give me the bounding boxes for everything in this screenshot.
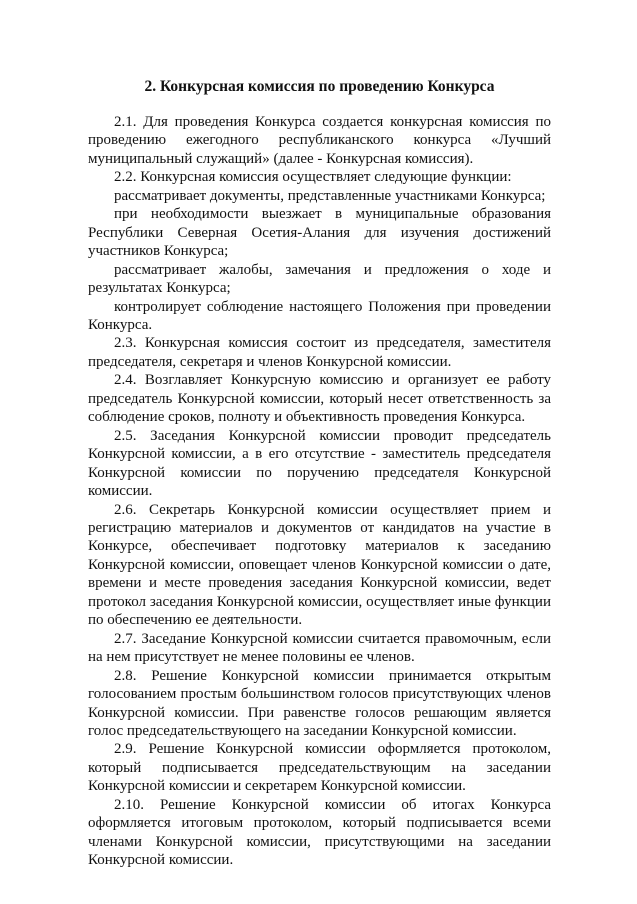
paragraph-2-4: 2.4. Возглавляет Конкурсную комиссию и организует ее работу председатель Конкурсной комиссии, который несет ответственность за соблюдение сроков, полноту и объективность проведения Конкурса. — [88, 372, 551, 426]
paragraph-2-5: 2.5. Заседания Конкурсной комиссии проводит председатель Конкурсной комиссии, а в его отсутствие - заместитель председателя Конкурсной комиссии по поручению председателя Конкурсной комиссии. — [88, 427, 551, 500]
paragraph-2-6: 2.6. Секретарь Конкурсной комиссии осуществляет прием и регистрацию материалов и документов от кандидатов на участие в Конкурсе, обеспечивает подготовку материалов к заседанию Конкурсной комиссии, оповещает членов Конкурсной комиссии о дате, времени и месте проведения заседания Конкурсной комиссии, ведет протокол заседания Конкурсной комиссии, осуществляет иные функции по обеспечению ее деятельности. — [88, 501, 551, 629]
paragraph-2-1: 2.1. Для проведения Конкурса создается конкурсная комиссия по проведению ежегодного республиканского конкурса «Лучший муниципальный служащий» (далее - Конкурсная комиссия). — [88, 114, 551, 167]
function-review-documents: рассматривает документы, представленные участниками Конкурса; — [114, 187, 546, 204]
paragraph-2-2: 2.2. Конкурсная комиссия осуществляет следующие функции: — [114, 169, 512, 186]
paragraph-2-10: 2.10. Решение Конкурсной комиссии об итогах Конкурса оформляется итоговым протоколом, который подписывается всеми членами Конкурсной комиссии, присутствующими на заседании Конкурсной комиссии. — [88, 796, 551, 869]
paragraph-2-8: 2.8. Решение Конкурсной комиссии принимается открытым голосованием простым большинством голосов присутствующих членов Конкурсной комиссии. При равенстве голосов решающим является голос председательствующего на заседании Конкурсной комиссии. — [88, 667, 551, 739]
function-control-compliance: контролирует соблюдение настоящего Положения при проведении Конкурса. — [88, 298, 551, 333]
paragraph-2-3: 2.3. Конкурсная комиссия состоит из председателя, заместителя председателя, секретаря и членов Конкурсной комиссии. — [88, 335, 551, 370]
section-body — [88, 113, 551, 870]
paragraph-2-7: 2.7. Заседание Конкурсной комиссии считается правомочным, если на нем присутствует не менее половины ее членов. — [88, 630, 551, 666]
function-site-visits: при необходимости выезжает в муниципальные образования Республики Северная Осетия-Алания для изучения достижений участников Конкурса; — [88, 206, 551, 260]
section-title: 2. Конкурсная комиссия по проведению Конкурса — [144, 78, 495, 95]
paragraph-2-9: 2.9. Решение Конкурсной комиссии оформляется протоколом, который подписывается председательствующим на заседании Конкурсной комиссии и секретарем Конкурсной комиссии. — [88, 741, 551, 795]
function-review-complaints: рассматривает жалобы, замечания и предложения о ходе и результатах Конкурса; — [88, 261, 551, 297]
